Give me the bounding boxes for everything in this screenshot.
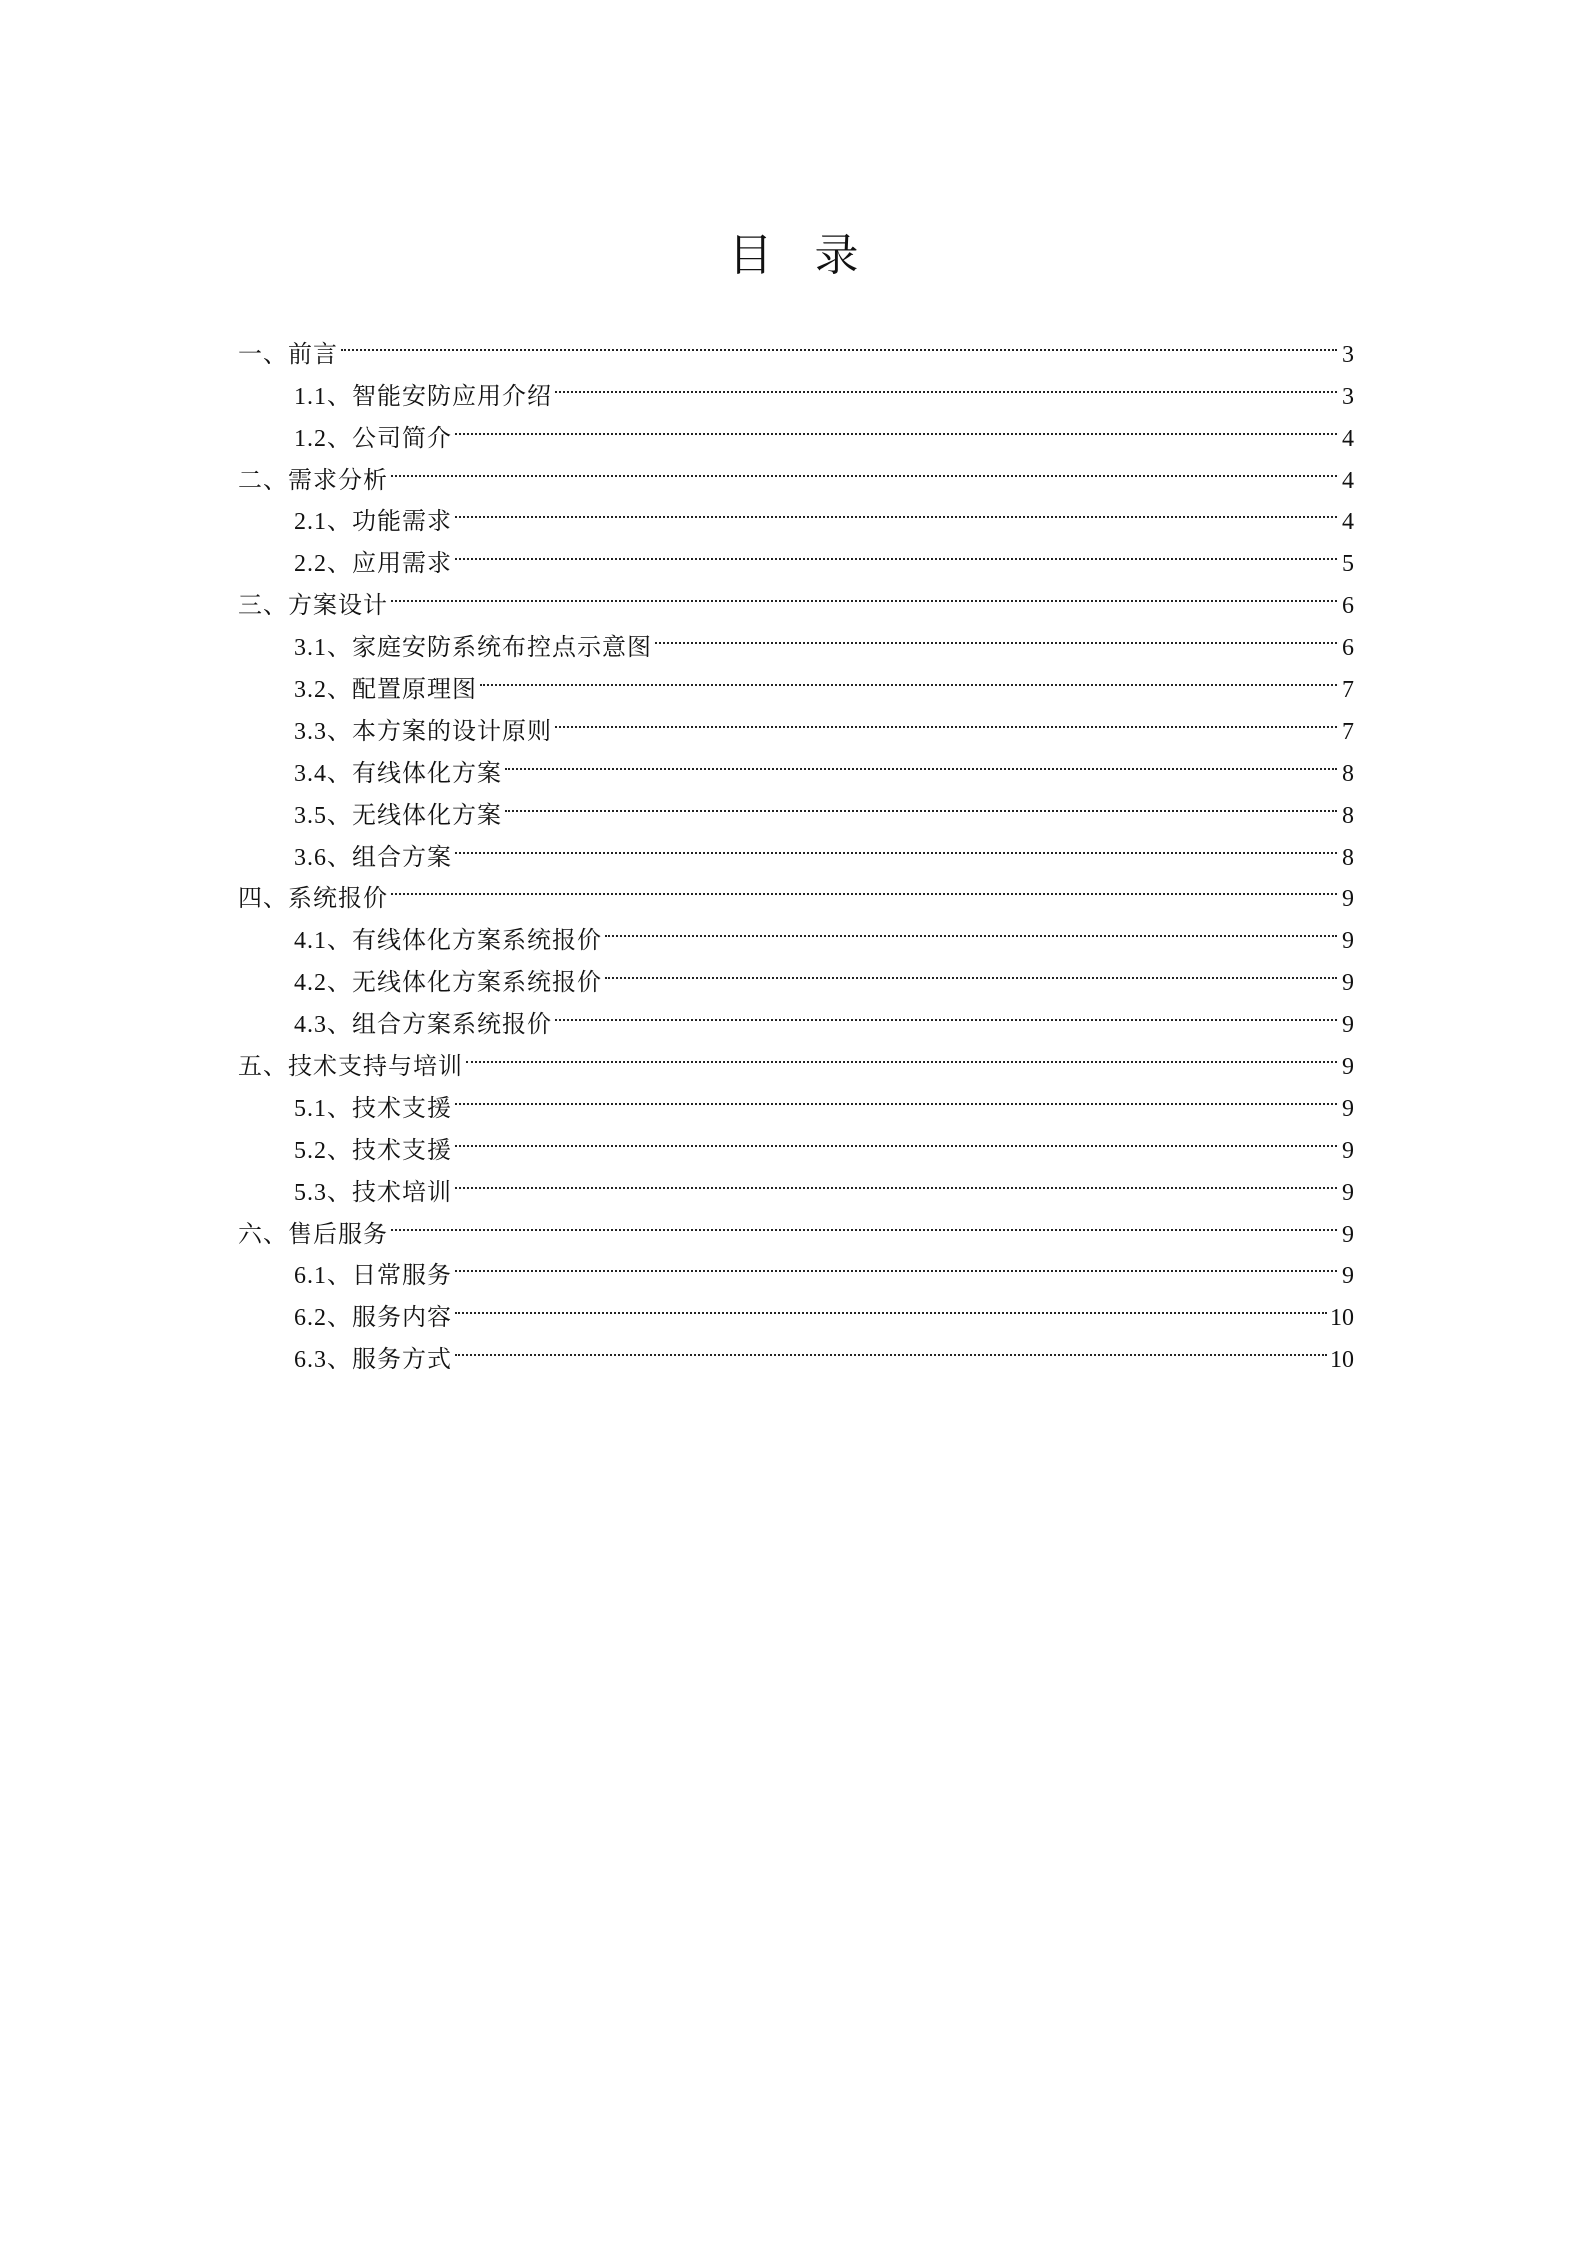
toc-entry-label: 5.2、技术支援 [294, 1137, 452, 1164]
dot-leader [455, 1242, 1337, 1284]
toc-entry[interactable] [238, 488, 1354, 536]
dot-leader [391, 571, 1337, 613]
toc-entry-label: 3.3、本方案的设计原则 [294, 718, 552, 745]
toc-entry-label: 五、技术支持与培训 [238, 1054, 463, 1081]
toc-entry-page: 9 [1342, 1179, 1354, 1206]
toc-entry-page: 7 [1342, 718, 1354, 745]
toc-entry-label: 5.3、技术培训 [294, 1179, 452, 1206]
toc-entry-label: 一、前言 [238, 341, 338, 368]
dot-leader [455, 823, 1337, 865]
toc-entry-page: 4 [1342, 425, 1354, 452]
toc-entry-label: 三、方案设计 [238, 593, 388, 620]
dot-leader [505, 781, 1337, 823]
toc-entry-page: 9 [1342, 1095, 1354, 1122]
toc-entry-label: 3.4、有线体化方案 [294, 760, 502, 787]
toc-entry-page: 8 [1342, 760, 1354, 787]
toc-entry-page: 5 [1342, 551, 1354, 578]
dot-leader [505, 739, 1337, 781]
toc-entry-page: 10 [1330, 1305, 1354, 1332]
dot-leader [466, 1032, 1337, 1074]
dot-leader [391, 446, 1337, 488]
toc-entry-label: 3.6、组合方案 [294, 844, 452, 871]
dot-leader [391, 1200, 1337, 1242]
toc-entry[interactable] [238, 362, 1354, 410]
dot-leader [555, 362, 1337, 404]
dot-leader [455, 488, 1337, 530]
toc-entry-label: 3.5、无线体化方案 [294, 802, 502, 829]
toc-entry-page: 4 [1342, 467, 1354, 494]
toc-entry[interactable] [238, 446, 1354, 494]
dot-leader [341, 320, 1337, 362]
toc-entry-label: 5.1、技术支援 [294, 1095, 452, 1122]
toc-entry[interactable] [238, 1242, 1354, 1290]
toc-entry-label: 4.2、无线体化方案系统报价 [294, 970, 602, 997]
dot-leader [455, 1116, 1337, 1158]
toc-entry-label: 四、系统报价 [238, 886, 388, 913]
toc-entry-label: 六、售后服务 [238, 1221, 388, 1248]
toc-entry-page: 9 [1342, 886, 1354, 913]
toc-entry-page: 9 [1342, 1012, 1354, 1039]
toc-entry-label: 1.1、智能安防应用介绍 [294, 383, 552, 410]
toc-entry[interactable] [238, 320, 1354, 368]
dot-leader [455, 529, 1337, 571]
toc-entry[interactable] [238, 865, 1354, 913]
toc-entry-page: 7 [1342, 677, 1354, 704]
dot-leader [605, 948, 1337, 990]
toc-entry-page: 9 [1342, 1263, 1354, 1290]
toc-entry-page: 3 [1342, 383, 1354, 410]
dot-leader [605, 906, 1337, 948]
toc-entry-page: 10 [1330, 1347, 1354, 1374]
dot-leader [455, 404, 1337, 446]
toc-entry-page: 6 [1342, 635, 1354, 662]
toc-entry-label: 2.2、应用需求 [294, 551, 452, 578]
toc-entry-page: 6 [1342, 593, 1354, 620]
toc-entry-label: 4.3、组合方案系统报价 [294, 1012, 552, 1039]
toc-entry-label: 3.1、家庭安防系统布控点示意图 [294, 635, 652, 662]
dot-leader [555, 990, 1337, 1032]
dot-leader [480, 655, 1337, 697]
toc-entry-label: 4.1、有线体化方案系统报价 [294, 928, 602, 955]
toc-entry-page: 9 [1342, 1054, 1354, 1081]
dot-leader [455, 1158, 1337, 1200]
toc-entry-label: 2.1、功能需求 [294, 509, 452, 536]
toc-entry-page: 9 [1342, 1221, 1354, 1248]
toc-entry-label: 6.1、日常服务 [294, 1263, 452, 1290]
dot-leader [655, 613, 1337, 655]
toc-title: 目录 [728, 231, 901, 280]
toc-entry-page: 8 [1342, 844, 1354, 871]
dot-leader [391, 865, 1337, 907]
dot-leader [555, 697, 1337, 739]
toc-entry-page: 4 [1342, 509, 1354, 536]
toc-entry[interactable] [238, 613, 1354, 662]
dot-leader [455, 1283, 1327, 1325]
toc-entry-page: 9 [1342, 928, 1354, 955]
toc-entry[interactable] [238, 1200, 1354, 1248]
toc-entry-label: 6.3、服务方式 [294, 1347, 452, 1374]
toc-entry-page: 8 [1342, 802, 1354, 829]
dot-leader [455, 1325, 1327, 1367]
toc-entry-label: 3.2、配置原理图 [294, 677, 477, 704]
toc-entry-page: 3 [1342, 341, 1354, 368]
table-of-contents [238, 320, 1354, 1374]
toc-entry[interactable] [238, 571, 1354, 620]
toc-entry-label: 6.2、服务内容 [294, 1305, 452, 1332]
toc-entry-page: 9 [1342, 1137, 1354, 1164]
toc-entry-page: 9 [1342, 970, 1354, 997]
toc-entry-label: 二、需求分析 [238, 467, 388, 494]
toc-entry-label: 1.2、公司简介 [294, 425, 452, 452]
toc-entry[interactable] [238, 906, 1354, 955]
dot-leader [455, 1074, 1337, 1116]
